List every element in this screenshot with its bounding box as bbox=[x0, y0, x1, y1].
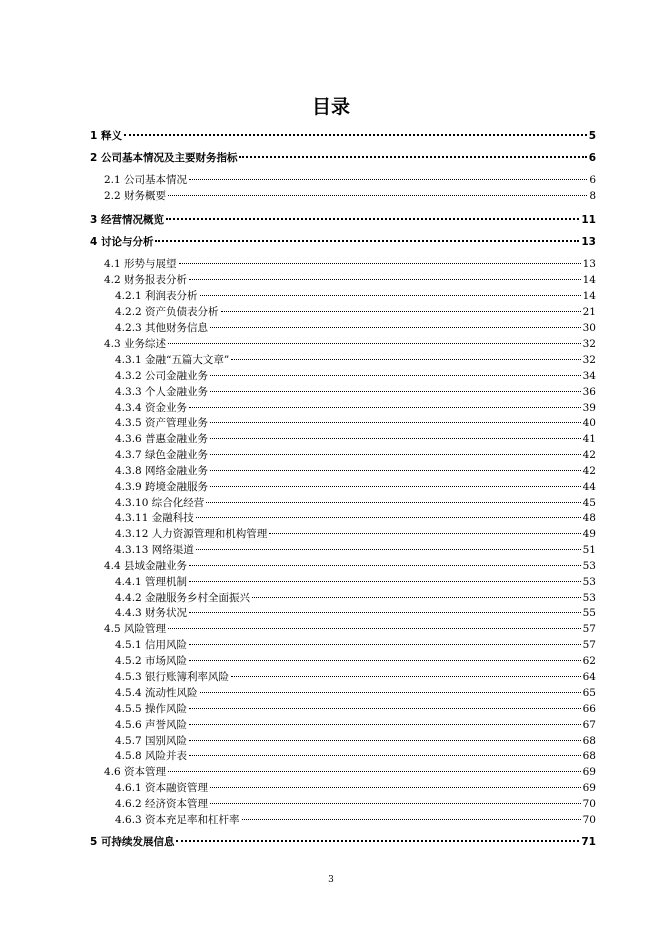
toc-entry[interactable] bbox=[90, 235, 596, 250]
toc-entry-page: 44 bbox=[582, 481, 596, 493]
toc-leader-dots bbox=[269, 533, 580, 534]
toc-entry-label: 4.3.2 公司金融业务 bbox=[115, 370, 209, 382]
toc-entry-label: 4.5.8 风险并表 bbox=[115, 750, 188, 762]
toc-entry-label: 1 释义 bbox=[90, 130, 122, 142]
toc-leader-dots bbox=[189, 581, 581, 582]
toc-leader-dots bbox=[210, 454, 581, 455]
toc-entry-page: 8 bbox=[589, 190, 596, 202]
toc-entry[interactable] bbox=[90, 835, 596, 850]
toc-leader-dots bbox=[168, 771, 581, 772]
toc-entry-label: 4.3.8 网络金融业务 bbox=[115, 465, 209, 477]
toc-leader-dots bbox=[189, 179, 587, 180]
toc-leader-dots bbox=[196, 517, 581, 518]
toc-entry-page: 11 bbox=[581, 214, 596, 226]
toc-leader-dots bbox=[168, 195, 587, 196]
toc-entry[interactable] bbox=[104, 765, 596, 780]
toc-entry[interactable] bbox=[104, 273, 596, 288]
toc-entry-label: 4.2 财务报表分析 bbox=[104, 274, 188, 286]
toc-entry-label: 4.3.10 综合化经营 bbox=[115, 497, 205, 509]
toc-leader-dots bbox=[124, 134, 587, 136]
toc-entry[interactable] bbox=[115, 353, 596, 368]
toc-entry[interactable] bbox=[115, 527, 596, 542]
toc-entry-page: 70 bbox=[582, 798, 596, 810]
toc-entry-page: 14 bbox=[582, 290, 596, 302]
toc-entry-label: 4.3.13 网络渠道 bbox=[115, 544, 194, 556]
toc-entry[interactable] bbox=[104, 189, 596, 204]
toc-entry-label: 4.2.1 利润表分析 bbox=[115, 290, 198, 302]
toc-entry[interactable] bbox=[115, 496, 596, 511]
toc-leader-dots bbox=[168, 628, 581, 629]
toc-entry[interactable] bbox=[115, 670, 596, 685]
toc-leader-dots bbox=[189, 279, 581, 280]
toc-entry-page: 62 bbox=[582, 655, 596, 667]
toc-entry-label: 4.6 资本管理 bbox=[104, 766, 167, 778]
toc-entry-page: 41 bbox=[582, 433, 596, 445]
toc-entry-page: 39 bbox=[582, 402, 596, 414]
toc-entry-page: 64 bbox=[582, 671, 596, 683]
toc-entry[interactable] bbox=[115, 638, 596, 653]
toc-entry-label: 4.2.3 其他财务信息 bbox=[115, 322, 209, 334]
toc-entry[interactable] bbox=[115, 416, 596, 431]
toc-leader-dots bbox=[210, 438, 581, 439]
toc-entry-page: 67 bbox=[582, 719, 596, 731]
toc-entry-page: 32 bbox=[582, 338, 596, 350]
toc-entry-page: 42 bbox=[582, 449, 596, 461]
toc-entry-page: 51 bbox=[582, 544, 596, 556]
toc-entry-label: 4.4.2 金融服务乡村全面振兴 bbox=[115, 592, 251, 604]
toc-entry[interactable] bbox=[115, 591, 596, 606]
toc-leader-dots bbox=[252, 597, 581, 598]
toc-entry-label: 2.1 公司基本情况 bbox=[104, 174, 188, 186]
toc-leader-dots bbox=[231, 359, 580, 360]
toc-entry-label: 4.6.1 资本融资管理 bbox=[115, 782, 209, 794]
toc-leader-dots bbox=[155, 240, 579, 242]
toc-entry[interactable] bbox=[104, 622, 596, 637]
toc-leader-dots bbox=[189, 644, 581, 645]
toc-entry-page: 45 bbox=[582, 497, 596, 509]
toc-entry[interactable] bbox=[104, 257, 596, 272]
toc-entry-page: 71 bbox=[581, 836, 596, 848]
toc-entry[interactable] bbox=[115, 718, 596, 733]
toc-entry-page: 34 bbox=[582, 370, 596, 382]
toc-entry-label: 4.3.12 人力资源管理和机构管理 bbox=[115, 528, 268, 540]
toc-entry-page: 53 bbox=[582, 560, 596, 572]
toc-entry-label: 4.5.5 操作风险 bbox=[115, 703, 188, 715]
toc-entry-label: 4.3 业务综述 bbox=[104, 338, 167, 350]
toc-leader-dots bbox=[189, 612, 581, 613]
toc-entry-page: 36 bbox=[582, 386, 596, 398]
toc-leader-dots bbox=[210, 391, 581, 392]
toc-leader-dots bbox=[189, 755, 581, 756]
toc-entry-label: 4.5.2 市场风险 bbox=[115, 655, 188, 667]
toc-leader-dots bbox=[210, 327, 581, 328]
toc-entry[interactable] bbox=[115, 686, 596, 701]
toc-entry-label: 4.3.4 资金业务 bbox=[115, 402, 188, 414]
toc-entry-label: 4.5.4 流动性风险 bbox=[115, 687, 198, 699]
toc-entry-label: 4.5.1 信用风险 bbox=[115, 639, 188, 651]
toc-entry-page: 57 bbox=[582, 623, 596, 635]
toc-entry[interactable] bbox=[115, 448, 596, 463]
toc-leader-dots bbox=[166, 218, 579, 220]
toc-entry-label: 4.3.6 普惠金融业务 bbox=[115, 433, 209, 445]
toc-entry-page: 32 bbox=[582, 354, 596, 366]
toc-entry[interactable] bbox=[115, 575, 596, 590]
toc-leader-dots bbox=[210, 422, 581, 423]
toc-entry[interactable] bbox=[115, 606, 596, 621]
toc-entry-label: 4.3.7 绿色金融业务 bbox=[115, 449, 209, 461]
toc-entry-label: 5 可持续发展信息 bbox=[90, 836, 175, 848]
toc-entry-label: 4.5 风险管理 bbox=[104, 623, 167, 635]
toc-leader-dots bbox=[210, 470, 581, 471]
toc-leader-dots bbox=[239, 156, 586, 158]
toc-leader-dots bbox=[179, 263, 581, 264]
toc-leader-dots bbox=[189, 740, 581, 741]
toc-entry[interactable] bbox=[115, 321, 596, 336]
page-title: 目录 bbox=[311, 96, 350, 118]
toc-leader-dots bbox=[200, 295, 581, 296]
page-number: 3 bbox=[328, 875, 334, 885]
toc-leader-dots bbox=[189, 407, 581, 408]
toc-leader-dots bbox=[210, 486, 581, 487]
toc-leader-dots bbox=[206, 502, 580, 503]
toc-entry-page: 53 bbox=[582, 576, 596, 588]
toc-leader-dots bbox=[189, 708, 581, 709]
toc-entry-page: 70 bbox=[582, 814, 596, 826]
toc-leader-dots bbox=[189, 660, 581, 661]
toc-entry-page: 6 bbox=[589, 174, 596, 186]
toc-entry-page: 68 bbox=[582, 735, 596, 747]
toc-entry-label: 2.2 财务概要 bbox=[104, 190, 167, 202]
toc-entry-page: 42 bbox=[582, 465, 596, 477]
toc-entry-page: 30 bbox=[582, 322, 596, 334]
toc-entry-label: 4.4.3 财务状况 bbox=[115, 607, 188, 619]
toc-leader-dots bbox=[168, 343, 581, 344]
toc-entry[interactable] bbox=[104, 173, 596, 188]
toc-entry-page: 13 bbox=[581, 236, 596, 248]
toc-entry[interactable] bbox=[104, 337, 596, 352]
toc-entry[interactable] bbox=[115, 432, 596, 447]
toc-leader-dots bbox=[189, 724, 581, 725]
toc-entry[interactable] bbox=[115, 543, 596, 558]
toc-entry[interactable] bbox=[115, 289, 596, 304]
toc-entry[interactable] bbox=[115, 702, 596, 717]
toc-entry-page: 65 bbox=[582, 687, 596, 699]
toc-entry-page: 21 bbox=[582, 306, 596, 318]
toc-leader-dots bbox=[200, 692, 581, 693]
toc-entry-page: 6 bbox=[588, 152, 596, 164]
toc-entry[interactable] bbox=[90, 129, 596, 144]
toc-leader-dots bbox=[231, 676, 581, 677]
toc-entry[interactable] bbox=[115, 654, 596, 669]
toc-entry[interactable] bbox=[90, 213, 596, 228]
toc-entry-page: 14 bbox=[582, 274, 596, 286]
toc-leader-dots bbox=[196, 549, 581, 550]
toc-entry-label: 4.6.3 资本充足率和杠杆率 bbox=[115, 814, 240, 826]
toc-leader-dots bbox=[210, 803, 581, 804]
toc-entry-page: 68 bbox=[582, 750, 596, 762]
toc-entry[interactable] bbox=[115, 734, 596, 749]
toc-entry-label: 4.5.7 国别风险 bbox=[115, 735, 188, 747]
toc-entry[interactable] bbox=[115, 511, 596, 526]
toc-entry[interactable] bbox=[115, 385, 596, 400]
toc-entry-label: 4.5.6 声誉风险 bbox=[115, 719, 188, 731]
toc-entry-label: 3 经营情况概览 bbox=[90, 214, 164, 226]
toc-entry-label: 4.2.2 资产负债表分析 bbox=[115, 306, 219, 318]
toc-entry-page: 5 bbox=[588, 130, 596, 142]
toc-entry-page: 55 bbox=[582, 607, 596, 619]
toc-leader-dots bbox=[242, 819, 581, 820]
toc-entry-page: 57 bbox=[582, 639, 596, 651]
toc-entry-label: 4.3.1 金融“五篇大文章” bbox=[115, 354, 230, 366]
toc-entry[interactable] bbox=[90, 151, 596, 166]
toc-entry-label: 4.3.3 个人金融业务 bbox=[115, 386, 209, 398]
toc-entry[interactable] bbox=[115, 480, 596, 495]
toc-entry-page: 53 bbox=[582, 592, 596, 604]
toc-entry-page: 13 bbox=[582, 258, 596, 270]
toc-entry[interactable] bbox=[115, 305, 596, 320]
toc-entry-page: 49 bbox=[582, 528, 596, 540]
toc-entry-page: 69 bbox=[582, 782, 596, 794]
toc-entry-page: 40 bbox=[582, 417, 596, 429]
toc-entry[interactable] bbox=[115, 781, 596, 796]
toc-entry[interactable] bbox=[115, 464, 596, 479]
toc-entry[interactable] bbox=[115, 749, 596, 764]
toc-entry-label: 4.3.9 跨境金融服务 bbox=[115, 481, 209, 493]
toc-entry-label: 2 公司基本情况及主要财务指标 bbox=[90, 152, 238, 164]
toc-leader-dots bbox=[176, 840, 579, 842]
toc-entry-label: 4.3.5 资产管理业务 bbox=[115, 417, 209, 429]
toc-leader-dots bbox=[189, 565, 581, 566]
toc-entry-label: 4.1 形势与展望 bbox=[104, 258, 177, 270]
toc-entry-page: 48 bbox=[582, 512, 596, 524]
toc-leader-dots bbox=[221, 311, 581, 312]
toc-leader-dots bbox=[210, 787, 581, 788]
toc-entry[interactable] bbox=[115, 401, 596, 416]
toc-entry[interactable] bbox=[104, 559, 596, 574]
toc-entry-label: 4 讨论与分析 bbox=[90, 236, 154, 248]
toc-entry[interactable] bbox=[115, 797, 596, 812]
toc-entry-page: 69 bbox=[582, 766, 596, 778]
toc-entry-label: 4.6.2 经济资本管理 bbox=[115, 798, 209, 810]
toc-entry[interactable] bbox=[115, 813, 596, 828]
toc-entry-label: 4.3.11 金融科技 bbox=[115, 512, 194, 524]
toc-leader-dots bbox=[210, 375, 581, 376]
toc-entry[interactable] bbox=[115, 369, 596, 384]
toc-entry-label: 4.5.3 银行账簿利率风险 bbox=[115, 671, 230, 683]
toc-entry-label: 4.4.1 管理机制 bbox=[115, 576, 188, 588]
toc-entry-page: 66 bbox=[582, 703, 596, 715]
toc-entry-label: 4.4 县域金融业务 bbox=[104, 560, 188, 572]
